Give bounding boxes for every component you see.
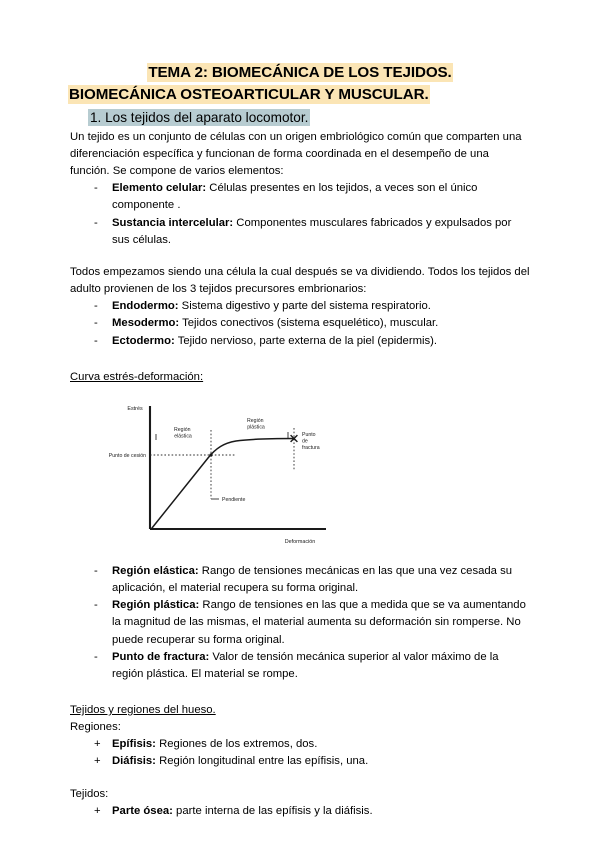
plastic-region-label: Región plástica xyxy=(247,417,265,431)
elastic-region-label: Región elástica xyxy=(174,426,192,440)
bone-regions-label: Regiones: xyxy=(70,721,121,734)
list-item-text: Rango de tensiones en las que a medida que se va aumentando la magnitud de las mismas, el material aumenta su deformación sin romperse. No puede recuperar su forma original. xyxy=(112,599,526,646)
page-title-second-line xyxy=(68,84,530,106)
stress-strain-chart xyxy=(88,398,348,548)
list-item-text: Células presentes en los tejidos, a veces son el único componente . xyxy=(112,182,478,212)
spacer xyxy=(70,683,530,702)
bone-heading: Tejidos y regiones del hueso. xyxy=(70,703,216,716)
yield-point-label: Punto de cesión xyxy=(108,452,146,459)
list-item-text: Valor de tensión mecánica superior al valor máximo de la región plástica. El material se rompe. xyxy=(112,650,499,680)
intro-list xyxy=(70,180,530,249)
list-item-text: Sistema digestivo y parte del sistema respiratorio. xyxy=(178,300,431,313)
list-item-term: Endodermo: xyxy=(112,300,179,313)
bone-regions-list xyxy=(70,736,530,770)
list-item xyxy=(70,803,530,820)
list-item-term: Ectodermo: xyxy=(112,334,175,347)
list-item xyxy=(70,563,530,597)
fracture-point-label: Punto de fractura xyxy=(302,431,320,451)
list-item-text: Rango de tensiones mecánicas en las que una vez cesada su aplicación, el material recupera su forma original. xyxy=(112,564,513,595)
list-item xyxy=(70,597,530,648)
list-item-term: Epífisis: xyxy=(112,738,156,751)
list-item-term: Diáfisis: xyxy=(112,755,156,768)
list-item xyxy=(70,180,530,214)
yield-point-marker xyxy=(209,453,212,456)
embryonic-list xyxy=(70,298,530,349)
list-item xyxy=(70,333,530,350)
list-item-text: Regiones de los extremos, dos. xyxy=(155,738,318,751)
regions-list xyxy=(70,563,530,683)
spacer xyxy=(70,548,530,563)
chart-xlabel: Deformación xyxy=(284,538,316,545)
intro-paragraph: Un tejido es un conjunto de células con un origen embriológico común que comparten una diferenciación específica y funcionan de forma coordinada en el desempeño de una función. Se compone de varios elementos: xyxy=(70,130,522,178)
bone-tissues-label: Tejidos: xyxy=(70,787,109,800)
list-item-term: Región elástica: xyxy=(112,564,199,577)
page-title-line1: TEMA 2: BIOMECÁNICA DE LOS TEJIDOS. xyxy=(148,64,452,81)
embryonic-paragraph: Todos empezamos siendo una célula la cual después se va dividiendo. Todos los tejidos del adulto provienen de los 3 tejidos precursores embrionarios: xyxy=(70,265,530,296)
list-item-term: Región plástica: xyxy=(112,599,200,612)
spacer xyxy=(70,249,530,264)
list-item-text: Región longitudinal entre las epífisis, una. xyxy=(155,755,369,768)
list-item-term: Mesodermo: xyxy=(112,317,180,330)
list-item-text: Componentes musculares fabricados y expulsados por sus células. xyxy=(112,216,512,246)
section-heading xyxy=(88,108,530,128)
list-item-term: Parte ósea: xyxy=(112,804,173,817)
slope-label: Pendiente xyxy=(222,496,246,503)
list-item-text: Tejido nervioso, parte externa de la piel (epidermis). xyxy=(174,334,438,347)
list-item xyxy=(70,215,530,249)
list-item-term: Sustancia intercelular: xyxy=(112,216,234,229)
chart-ylabel: Estrés xyxy=(127,405,143,412)
page-title xyxy=(70,62,530,84)
spacer xyxy=(70,771,530,786)
list-item xyxy=(70,298,530,315)
list-item-text: parte interna de las epífisis y la diáfisis. xyxy=(172,804,373,817)
curve-heading: Curva estrés-deformación: xyxy=(70,370,204,383)
list-item-term: Elemento celular: xyxy=(112,182,207,195)
list-item xyxy=(70,649,530,683)
list-item xyxy=(70,315,530,332)
bone-tissues-list xyxy=(70,803,530,820)
page-title-line2: BIOMECÁNICA OSTEOARTICULAR Y MUSCULAR. xyxy=(69,85,429,103)
document-content xyxy=(70,62,530,820)
spacer xyxy=(70,350,530,369)
list-item xyxy=(70,736,530,753)
list-item-text: Tejidos conectivos (sistema esquelético), muscular. xyxy=(179,317,439,330)
list-item-term: Punto de fractura: xyxy=(112,650,210,663)
stress-strain-curve xyxy=(152,438,294,528)
list-item xyxy=(70,753,530,770)
section-heading-text: 1. Los tejidos del aparato locomotor. xyxy=(90,110,309,126)
